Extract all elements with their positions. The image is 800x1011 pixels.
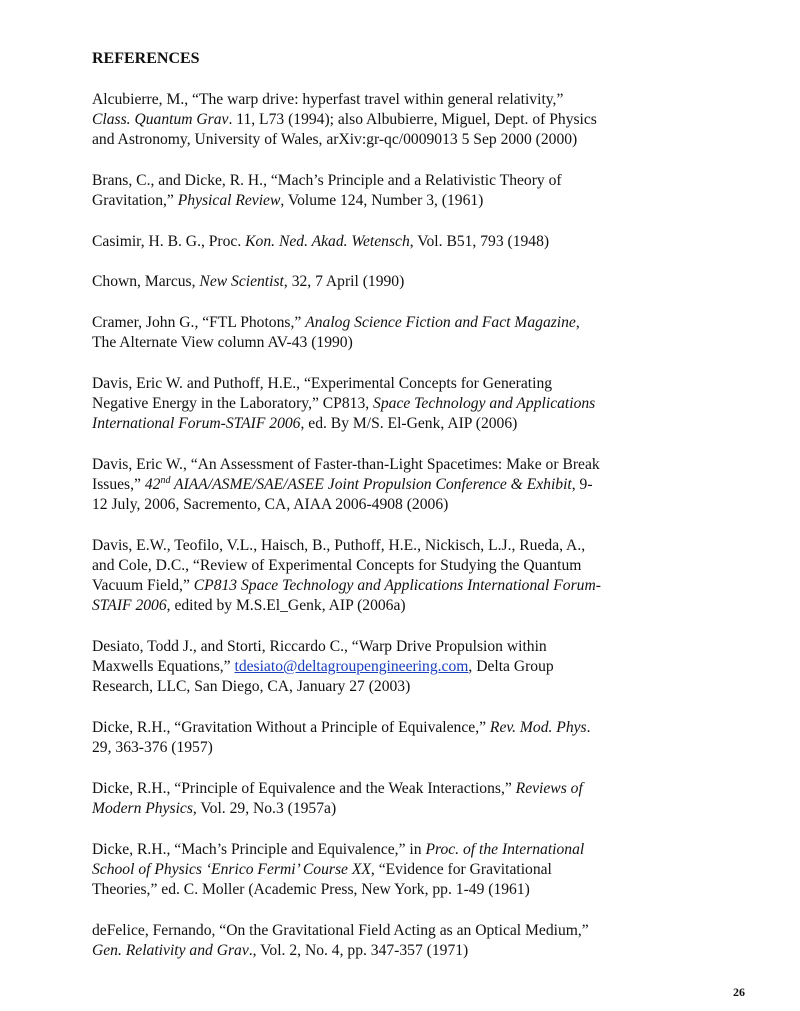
reference-line <box>92 191 692 211</box>
reference-entry <box>92 921 692 961</box>
reference-text: Research, LLC, San Diego, CA, January 27 (2003) <box>92 678 411 696</box>
italic-text: AIAA/ASME/SAE/ASEE Joint Propulsion Conference & Exhibit <box>170 475 572 493</box>
reference-text: , edited by M.S.El_Genk, AIP (2006a) <box>166 597 406 615</box>
reference-text: Dicke, R.H., “Mach’s Principle and Equivalence,” in <box>92 840 426 858</box>
reference-text: Davis, Eric W. and Puthoff, H.E., “Experimental Concepts for Generating <box>92 374 553 392</box>
italic-text: Space Technology and Applications <box>373 394 596 412</box>
reference-text: , Vol. B51, 793 (1948) <box>409 232 550 250</box>
reference-text: , Delta Group <box>468 658 554 676</box>
reference-text: 29, 363-376 (1957) <box>92 739 213 757</box>
reference-text: Maxwells Equations,” <box>92 658 235 676</box>
reference-line <box>92 232 692 252</box>
reference-text: Dicke, R.H., “Principle of Equivalence and the Weak Interactions,” <box>92 779 516 797</box>
reference-line <box>92 637 692 657</box>
reference-text: Casimir, H. B. G., Proc. <box>92 232 246 250</box>
reference-entry <box>92 90 692 151</box>
reference-entry <box>92 171 692 211</box>
reference-line <box>92 556 692 576</box>
italic-text: Gen. Relativity and Grav <box>92 941 249 959</box>
italic-text: Physical Review <box>177 192 281 210</box>
italic-text: School of Physics ‘Enrico Fermi’ Course XX <box>92 860 371 878</box>
reference-text: The Alternate View column AV-43 (1990) <box>92 334 353 352</box>
reference-line <box>92 272 692 292</box>
italic-text: STAIF 2006 <box>92 597 167 615</box>
reference-line <box>92 921 692 941</box>
references-page <box>92 48 692 981</box>
italic-text: Analog Science Fiction and Fact Magazine <box>305 313 576 331</box>
italic-text: 42 <box>144 475 161 493</box>
reference-list <box>92 90 692 961</box>
reference-entry <box>92 840 692 901</box>
reference-line <box>92 313 692 333</box>
reference-text: Chown, Marcus, <box>92 273 200 291</box>
italic-text: Kon. Ned. Akad. Wetensch <box>245 232 410 250</box>
reference-text: . <box>586 718 591 736</box>
italic-text: Reviews of <box>515 779 583 797</box>
reference-text: . 11, L73 (1994); also Albubierre, Miguel, Dept. of Physics <box>228 111 597 129</box>
reference-line <box>92 718 692 738</box>
reference-text: , ed. By M/S. El-Genk, AIP (2006) <box>300 415 518 433</box>
reference-line <box>92 495 692 515</box>
reference-line <box>92 657 692 677</box>
reference-entry <box>92 232 692 252</box>
reference-line <box>92 677 692 697</box>
reference-line <box>92 374 692 394</box>
reference-text: , 32, 7 April (1990) <box>283 273 405 291</box>
reference-text: Negative Energy in the Laboratory,” CP813, <box>92 394 374 412</box>
reference-line <box>92 860 692 880</box>
reference-text: and Astronomy, University of Wales, arXiv:gr-qc/0009013 5 Sep 2000 (2000) <box>92 131 578 149</box>
reference-line <box>92 475 692 495</box>
email-link[interactable]: tdesiato@deltagroupengineering.com <box>234 658 469 676</box>
italic-text: Rev. Mod. Phys <box>489 718 587 736</box>
reference-text: , <box>575 313 580 331</box>
reference-text: Davis, Eric W., “An Assessment of Faster-than-Light Spacetimes: Make or Break <box>92 455 600 473</box>
reference-text: , 9- <box>571 475 593 493</box>
italic-text: CP813 Space Technology and Applications International Forum- <box>193 577 601 595</box>
reference-text: Desiato, Todd J., and Storti, Riccardo C., “Warp Drive Propulsion within <box>92 637 547 655</box>
reference-line <box>92 455 692 475</box>
reference-entry <box>92 779 692 819</box>
page-number: 26 <box>733 985 745 999</box>
reference-text: Brans, C., and Dicke, R. H., “Mach’s Principle and a Relativistic Theory of <box>92 172 562 189</box>
reference-text: 12 July, 2006, Sacremento, CA, AIAA 2006-4908 (2006) <box>92 496 449 514</box>
reference-line <box>92 840 692 860</box>
reference-text: and Cole, D.C., “Review of Experimental Concepts for Studying the Quantum <box>92 556 582 574</box>
reference-text: ., Vol. 2, No. 4, pp. 347-357 (1971) <box>248 941 469 959</box>
reference-text: Alcubierre, M., “The warp drive: hyperfast travel within general relativity,” <box>92 91 564 108</box>
reference-text: , Volume 124, Number 3, (1961) <box>280 192 484 210</box>
reference-line <box>92 171 692 191</box>
superscript-text: nd <box>160 474 171 486</box>
reference-text: , Vol. 29, No.3 (1957a) <box>192 799 337 817</box>
references-heading: REFERENCES <box>92 50 200 67</box>
italic-text: New Scientist <box>199 273 284 291</box>
reference-entry <box>92 637 692 698</box>
italic-text: Class. Quantum Grav <box>92 111 229 129</box>
reference-text: Vacuum Field,” <box>92 577 194 595</box>
reference-line <box>92 90 692 110</box>
reference-text: Dicke, R.H., “Gravitation Without a Principle of Equivalence,” <box>92 718 490 736</box>
reference-line <box>92 596 692 616</box>
reference-line <box>92 880 692 900</box>
reference-entry <box>92 272 692 292</box>
reference-text: Issues,” <box>92 475 145 493</box>
reference-line <box>92 536 692 556</box>
italic-text: Modern Physics <box>92 799 193 817</box>
reference-line <box>92 110 692 130</box>
reference-line <box>92 779 692 799</box>
reference-line <box>92 333 692 353</box>
reference-entry <box>92 374 692 435</box>
reference-entry <box>92 536 692 617</box>
reference-text: Gravitation,” <box>92 192 178 210</box>
reference-line <box>92 799 692 819</box>
italic-text: International Forum-STAIF 2006 <box>92 415 301 433</box>
reference-text: Davis, E.W., Teofilo, V.L., Haisch, B., Puthoff, H.E., Nickisch, L.J., Rueda, A., <box>92 536 586 554</box>
reference-text: Cramer, John G., “FTL Photons,” <box>92 313 306 331</box>
reference-line <box>92 576 692 596</box>
reference-line <box>92 394 692 414</box>
reference-line <box>92 941 692 961</box>
reference-line <box>92 130 692 150</box>
reference-text: , “Evidence for Gravitational <box>370 860 552 878</box>
reference-line <box>92 738 692 758</box>
italic-text: Proc. of the International <box>425 840 585 858</box>
reference-text: deFelice, Fernando, “On the Gravitational Field Acting as an Optical Medium,” <box>92 921 589 939</box>
reference-text: Theories,” ed. C. Moller (Academic Press, New York, pp. 1-49 (1961) <box>92 880 530 898</box>
reference-line <box>92 414 692 434</box>
reference-entry <box>92 313 692 353</box>
reference-entry <box>92 718 692 758</box>
reference-entry <box>92 455 692 516</box>
